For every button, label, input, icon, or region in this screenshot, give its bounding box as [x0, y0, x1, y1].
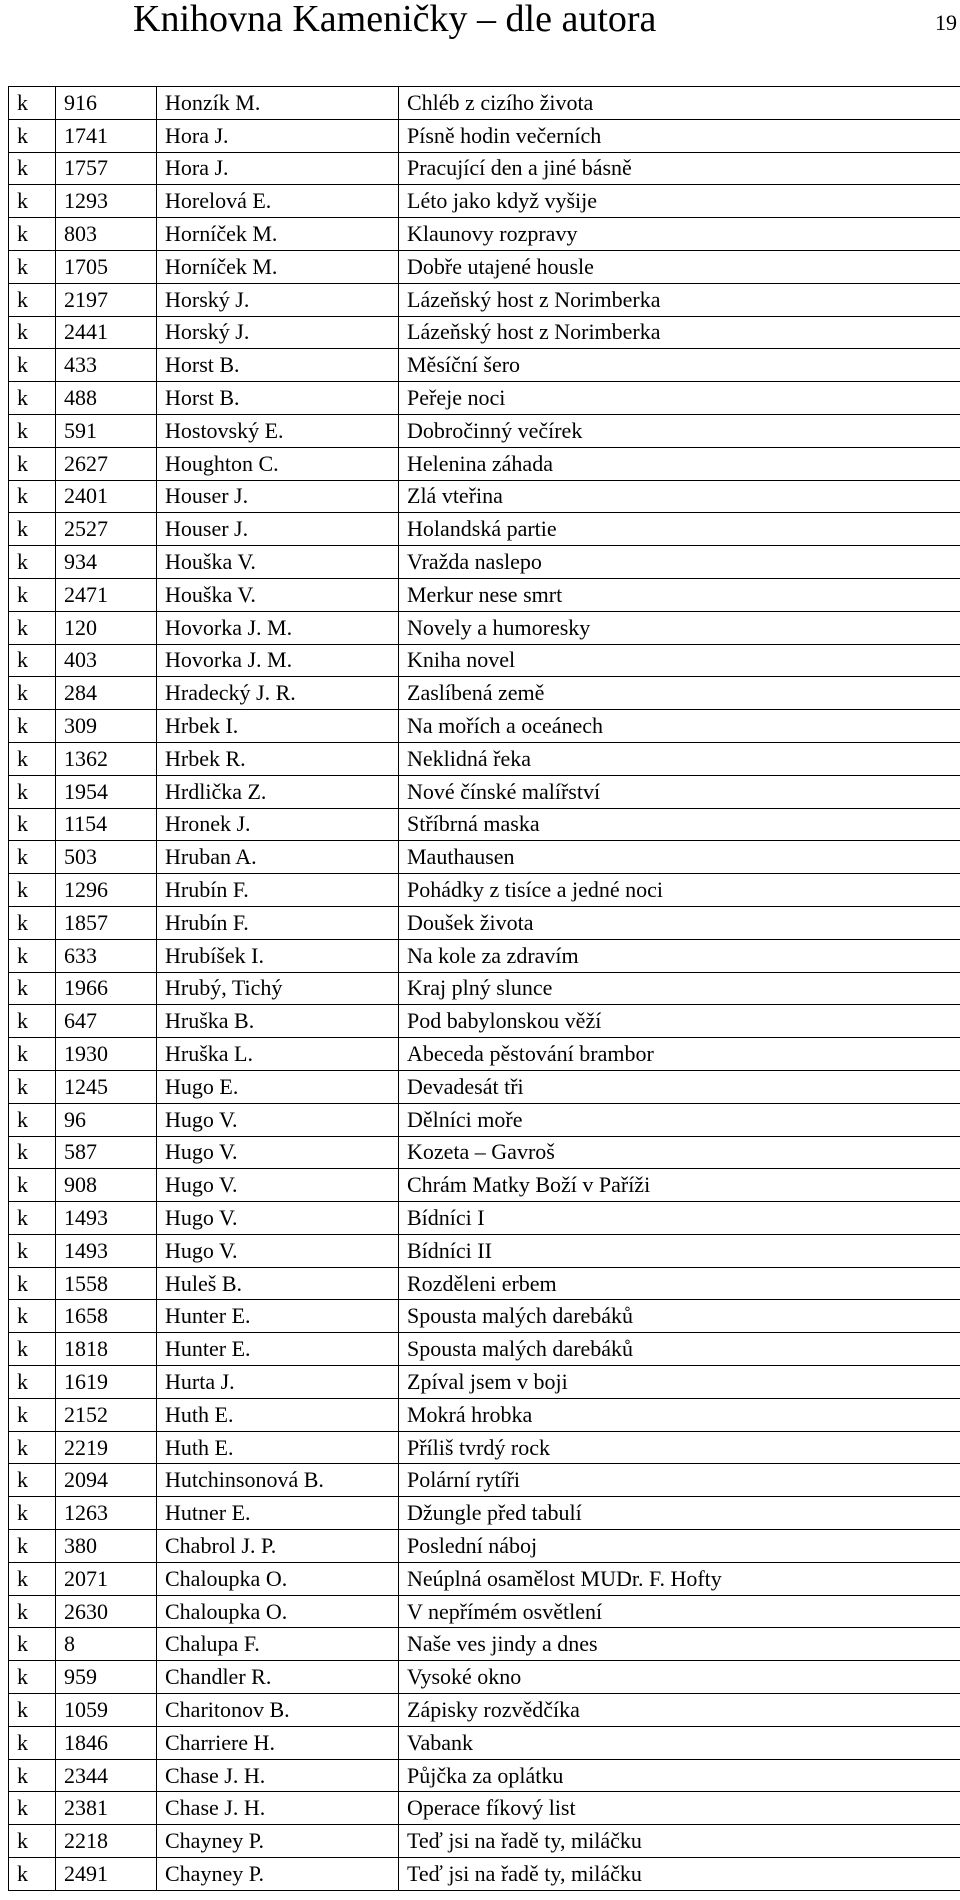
author-cell: Charriere H. [157, 1726, 399, 1759]
title-cell: Měsíční šero [399, 349, 960, 382]
author-cell: Horský J. [157, 283, 399, 316]
title-cell: V nepřímém osvětlení [399, 1595, 960, 1628]
type-cell: k [9, 447, 56, 480]
title-cell: Zpíval jsem v boji [399, 1366, 960, 1399]
author-cell: Hrdlička Z. [157, 775, 399, 808]
type-cell: k [9, 611, 56, 644]
author-cell: Hrubín F. [157, 874, 399, 907]
id-cell: 2527 [56, 513, 157, 546]
title-cell: Zápisky rozvědčíka [399, 1694, 960, 1727]
table-row [9, 1234, 960, 1267]
type-cell: k [9, 1497, 56, 1530]
id-cell: 2627 [56, 447, 157, 480]
id-cell: 2401 [56, 480, 157, 513]
title-cell: Vysoké okno [399, 1661, 960, 1694]
author-cell: Hugo E. [157, 1070, 399, 1103]
id-cell: 1154 [56, 808, 157, 841]
table-row [9, 1562, 960, 1595]
title-cell: Chléb z cizího života [399, 87, 960, 120]
table-row [9, 119, 960, 152]
author-cell: Hradecký J. R. [157, 677, 399, 710]
type-cell: k [9, 1792, 56, 1825]
table-row [9, 1759, 960, 1792]
title-cell: Dobře utajené housle [399, 250, 960, 283]
table-row [9, 283, 960, 316]
title-cell: Zaslíbená země [399, 677, 960, 710]
table-row [9, 578, 960, 611]
id-cell: 1362 [56, 742, 157, 775]
type-cell: k [9, 1530, 56, 1563]
type-cell: k [9, 1234, 56, 1267]
author-cell: Horelová E. [157, 185, 399, 218]
id-cell: 1954 [56, 775, 157, 808]
id-cell: 1818 [56, 1333, 157, 1366]
author-cell: Hugo V. [157, 1169, 399, 1202]
id-cell: 284 [56, 677, 157, 710]
table-row [9, 316, 960, 349]
title-cell: Merkur nese smrt [399, 578, 960, 611]
author-cell: Hunter E. [157, 1333, 399, 1366]
type-cell: k [9, 87, 56, 120]
type-cell: k [9, 710, 56, 743]
table-row [9, 1038, 960, 1071]
type-cell: k [9, 185, 56, 218]
author-cell: Horníček M. [157, 250, 399, 283]
id-cell: 433 [56, 349, 157, 382]
author-cell: Hutchinsonová B. [157, 1464, 399, 1497]
author-cell: Huth E. [157, 1431, 399, 1464]
id-cell: 1857 [56, 906, 157, 939]
id-cell: 503 [56, 841, 157, 874]
table-row [9, 1169, 960, 1202]
author-cell: Hutner E. [157, 1497, 399, 1530]
table-row [9, 1333, 960, 1366]
id-cell: 1558 [56, 1267, 157, 1300]
catalog-table [8, 86, 960, 1891]
id-cell: 1966 [56, 972, 157, 1005]
title-cell: Písně hodin večerních [399, 119, 960, 152]
page-header [0, 0, 960, 82]
table-row [9, 677, 960, 710]
id-cell: 488 [56, 382, 157, 415]
title-cell: Nové čínské malířství [399, 775, 960, 808]
title-cell: Klaunovy rozpravy [399, 218, 960, 251]
table-row [9, 1267, 960, 1300]
table-row [9, 611, 960, 644]
type-cell: k [9, 414, 56, 447]
id-cell: 1658 [56, 1300, 157, 1333]
author-cell: Hrbek I. [157, 710, 399, 743]
type-cell: k [9, 1628, 56, 1661]
title-cell: Na mořích a oceánech [399, 710, 960, 743]
author-cell: Hora J. [157, 119, 399, 152]
author-cell: Hrubín F. [157, 906, 399, 939]
id-cell: 591 [56, 414, 157, 447]
title-cell: Lázeňský host z Norimberka [399, 316, 960, 349]
type-cell: k [9, 1267, 56, 1300]
catalog-table-body [9, 87, 960, 1891]
table-row [9, 1398, 960, 1431]
author-cell: Horst B. [157, 349, 399, 382]
id-cell: 1757 [56, 152, 157, 185]
author-cell: Hugo V. [157, 1202, 399, 1235]
type-cell: k [9, 1694, 56, 1727]
id-cell: 1293 [56, 185, 157, 218]
type-cell: k [9, 1366, 56, 1399]
title-cell: Pracující den a jiné básně [399, 152, 960, 185]
author-cell: Horst B. [157, 382, 399, 415]
table-row [9, 1661, 960, 1694]
type-cell: k [9, 546, 56, 579]
author-cell: Houghton C. [157, 447, 399, 480]
id-cell: 309 [56, 710, 157, 743]
title-cell: Půjčka za oplátku [399, 1759, 960, 1792]
table-row [9, 480, 960, 513]
table-row [9, 874, 960, 907]
table-row [9, 1628, 960, 1661]
id-cell: 1741 [56, 119, 157, 152]
author-cell: Hostovský E. [157, 414, 399, 447]
type-cell: k [9, 1595, 56, 1628]
title-cell: Lázeňský host z Norimberka [399, 283, 960, 316]
table-row [9, 939, 960, 972]
id-cell: 96 [56, 1103, 157, 1136]
table-row [9, 218, 960, 251]
title-cell: Naše ves jindy a dnes [399, 1628, 960, 1661]
id-cell: 1493 [56, 1234, 157, 1267]
author-cell: Chaloupka O. [157, 1562, 399, 1595]
type-cell: k [9, 1070, 56, 1103]
title-cell: Spousta malých darebáků [399, 1333, 960, 1366]
title-cell: Poslední náboj [399, 1530, 960, 1563]
id-cell: 1059 [56, 1694, 157, 1727]
title-cell: Bídníci I [399, 1202, 960, 1235]
type-cell: k [9, 1136, 56, 1169]
author-cell: Hugo V. [157, 1136, 399, 1169]
type-cell: k [9, 1825, 56, 1858]
type-cell: k [9, 578, 56, 611]
author-cell: Hugo V. [157, 1234, 399, 1267]
type-cell: k [9, 972, 56, 1005]
title-cell: Teď jsi na řadě ty, miláčku [399, 1825, 960, 1858]
title-cell: Devadesát tři [399, 1070, 960, 1103]
title-cell: Peřeje noci [399, 382, 960, 415]
table-row [9, 250, 960, 283]
author-cell: Hugo V. [157, 1103, 399, 1136]
type-cell: k [9, 1661, 56, 1694]
table-row [9, 1825, 960, 1858]
table-row [9, 1070, 960, 1103]
id-cell: 1846 [56, 1726, 157, 1759]
title-cell: Pod babylonskou věží [399, 1005, 960, 1038]
id-cell: 803 [56, 218, 157, 251]
table-row [9, 349, 960, 382]
title-cell: Dobročinný večírek [399, 414, 960, 447]
id-cell: 2471 [56, 578, 157, 611]
title-cell: Holandská partie [399, 513, 960, 546]
id-cell: 120 [56, 611, 157, 644]
author-cell: Horníček M. [157, 218, 399, 251]
title-cell: Spousta malých darebáků [399, 1300, 960, 1333]
title-cell: Kniha novel [399, 644, 960, 677]
title-cell: Helenina záhada [399, 447, 960, 480]
table-row [9, 546, 960, 579]
table-row [9, 1858, 960, 1891]
id-cell: 1619 [56, 1366, 157, 1399]
type-cell: k [9, 382, 56, 415]
id-cell: 2491 [56, 1858, 157, 1891]
author-cell: Huth E. [157, 1398, 399, 1431]
table-row [9, 841, 960, 874]
type-cell: k [9, 1858, 56, 1891]
id-cell: 2071 [56, 1562, 157, 1595]
id-cell: 380 [56, 1530, 157, 1563]
title-cell: Dělníci moře [399, 1103, 960, 1136]
table-row [9, 447, 960, 480]
title-cell: Polární rytíři [399, 1464, 960, 1497]
author-cell: Chayney P. [157, 1825, 399, 1858]
title-cell: Mauthausen [399, 841, 960, 874]
id-cell: 1263 [56, 1497, 157, 1530]
id-cell: 403 [56, 644, 157, 677]
table-row [9, 1726, 960, 1759]
table-row [9, 775, 960, 808]
title-cell: Neklidná řeka [399, 742, 960, 775]
type-cell: k [9, 808, 56, 841]
type-cell: k [9, 316, 56, 349]
title-cell: Kozeta – Gavroš [399, 1136, 960, 1169]
id-cell: 633 [56, 939, 157, 972]
table-row [9, 1464, 960, 1497]
id-cell: 2344 [56, 1759, 157, 1792]
title-cell: Mokrá hrobka [399, 1398, 960, 1431]
type-cell: k [9, 644, 56, 677]
author-cell: Huleš B. [157, 1267, 399, 1300]
title-cell: Pohádky z tisíce a jedné noci [399, 874, 960, 907]
author-cell: Hronek J. [157, 808, 399, 841]
table-row [9, 1431, 960, 1464]
title-cell: Rozděleni erbem [399, 1267, 960, 1300]
author-cell: Chase J. H. [157, 1792, 399, 1825]
table-row [9, 808, 960, 841]
title-cell: Léto jako když vyšije [399, 185, 960, 218]
id-cell: 908 [56, 1169, 157, 1202]
author-cell: Charitonov B. [157, 1694, 399, 1727]
type-cell: k [9, 1202, 56, 1235]
type-cell: k [9, 841, 56, 874]
table-row [9, 1005, 960, 1038]
id-cell: 2197 [56, 283, 157, 316]
author-cell: Houser J. [157, 480, 399, 513]
table-row [9, 1366, 960, 1399]
id-cell: 916 [56, 87, 157, 120]
id-cell: 1930 [56, 1038, 157, 1071]
author-cell: Chase J. H. [157, 1759, 399, 1792]
id-cell: 647 [56, 1005, 157, 1038]
author-cell: Hurta J. [157, 1366, 399, 1399]
type-cell: k [9, 480, 56, 513]
author-cell: Hruška L. [157, 1038, 399, 1071]
type-cell: k [9, 1333, 56, 1366]
type-cell: k [9, 349, 56, 382]
author-cell: Chalupa F. [157, 1628, 399, 1661]
id-cell: 587 [56, 1136, 157, 1169]
table-row [9, 742, 960, 775]
title-cell: Operace fíkový list [399, 1792, 960, 1825]
title-cell: Na kole za zdravím [399, 939, 960, 972]
type-cell: k [9, 742, 56, 775]
title-cell: Abeceda pěstování brambor [399, 1038, 960, 1071]
type-cell: k [9, 1300, 56, 1333]
type-cell: k [9, 1759, 56, 1792]
id-cell: 2152 [56, 1398, 157, 1431]
type-cell: k [9, 1169, 56, 1202]
table-row [9, 644, 960, 677]
table-row [9, 152, 960, 185]
id-cell: 934 [56, 546, 157, 579]
type-cell: k [9, 152, 56, 185]
type-cell: k [9, 218, 56, 251]
table-row [9, 382, 960, 415]
table-row [9, 1497, 960, 1530]
id-cell: 1296 [56, 874, 157, 907]
title-cell: Kraj plný slunce [399, 972, 960, 1005]
type-cell: k [9, 775, 56, 808]
type-cell: k [9, 677, 56, 710]
type-cell: k [9, 250, 56, 283]
id-cell: 959 [56, 1661, 157, 1694]
author-cell: Hrbek R. [157, 742, 399, 775]
type-cell: k [9, 1431, 56, 1464]
id-cell: 2094 [56, 1464, 157, 1497]
type-cell: k [9, 939, 56, 972]
type-cell: k [9, 513, 56, 546]
page-number: 19 [935, 10, 957, 35]
page-title: Knihovna Kameničky – dle autora [133, 0, 657, 40]
table-row [9, 87, 960, 120]
type-cell: k [9, 874, 56, 907]
table-row [9, 710, 960, 743]
table-row [9, 513, 960, 546]
author-cell: Hovorka J. M. [157, 611, 399, 644]
author-cell: Chayney P. [157, 1858, 399, 1891]
author-cell: Hovorka J. M. [157, 644, 399, 677]
table-row [9, 1136, 960, 1169]
table-row [9, 1202, 960, 1235]
title-cell: Doušek života [399, 906, 960, 939]
type-cell: k [9, 906, 56, 939]
id-cell: 2219 [56, 1431, 157, 1464]
author-cell: Hunter E. [157, 1300, 399, 1333]
title-cell: Vabank [399, 1726, 960, 1759]
title-cell: Příliš tvrdý rock [399, 1431, 960, 1464]
author-cell: Houška V. [157, 546, 399, 579]
table-row [9, 972, 960, 1005]
type-cell: k [9, 1398, 56, 1431]
id-cell: 2218 [56, 1825, 157, 1858]
id-cell: 2381 [56, 1792, 157, 1825]
id-cell: 1493 [56, 1202, 157, 1235]
table-row [9, 1595, 960, 1628]
type-cell: k [9, 1464, 56, 1497]
id-cell: 2630 [56, 1595, 157, 1628]
author-cell: Hrubíšek I. [157, 939, 399, 972]
id-cell: 2441 [56, 316, 157, 349]
type-cell: k [9, 1103, 56, 1136]
title-cell: Neúplná osamělost MUDr. F. Hofty [399, 1562, 960, 1595]
id-cell: 1705 [56, 250, 157, 283]
author-cell: Chandler R. [157, 1661, 399, 1694]
table-row [9, 1103, 960, 1136]
title-cell: Novely a humoresky [399, 611, 960, 644]
type-cell: k [9, 119, 56, 152]
title-cell: Teď jsi na řadě ty, miláčku [399, 1858, 960, 1891]
author-cell: Hora J. [157, 152, 399, 185]
author-cell: Hruban A. [157, 841, 399, 874]
title-cell: Bídníci II [399, 1234, 960, 1267]
table-row [9, 1694, 960, 1727]
author-cell: Horský J. [157, 316, 399, 349]
table-row [9, 1792, 960, 1825]
author-cell: Chaloupka O. [157, 1595, 399, 1628]
author-cell: Hrubý, Tichý [157, 972, 399, 1005]
author-cell: Honzík M. [157, 87, 399, 120]
title-cell: Chrám Matky Boží v Paříži [399, 1169, 960, 1202]
type-cell: k [9, 1726, 56, 1759]
author-cell: Chabrol J. P. [157, 1530, 399, 1563]
table-row [9, 1530, 960, 1563]
type-cell: k [9, 1562, 56, 1595]
table-row [9, 906, 960, 939]
id-cell: 1245 [56, 1070, 157, 1103]
id-cell: 8 [56, 1628, 157, 1661]
title-cell: Džungle před tabulí [399, 1497, 960, 1530]
table-row [9, 1300, 960, 1333]
author-cell: Houser J. [157, 513, 399, 546]
type-cell: k [9, 1038, 56, 1071]
author-cell: Houška V. [157, 578, 399, 611]
type-cell: k [9, 1005, 56, 1038]
title-cell: Zlá vteřina [399, 480, 960, 513]
type-cell: k [9, 283, 56, 316]
table-row [9, 414, 960, 447]
table-row [9, 185, 960, 218]
author-cell: Hruška B. [157, 1005, 399, 1038]
title-cell: Stříbrná maska [399, 808, 960, 841]
title-cell: Vražda naslepo [399, 546, 960, 579]
